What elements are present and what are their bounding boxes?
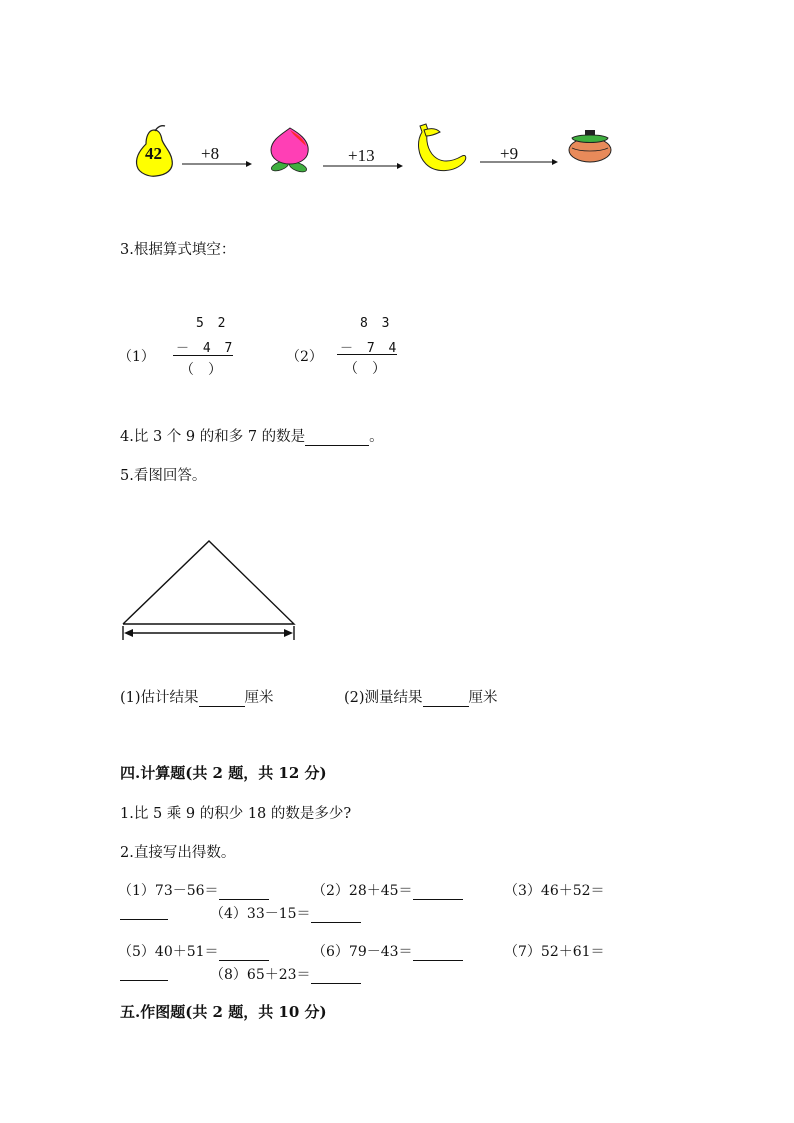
problem-2-blank[interactable] bbox=[413, 883, 463, 900]
q3-item1-top: 5 2 bbox=[196, 316, 229, 331]
q4-text: 4.比 3 个 9 的和多 7 的数是 bbox=[120, 429, 306, 445]
q3-item1-answer[interactable]: （ ） bbox=[180, 362, 222, 378]
problem-1: （1）73－56＝ bbox=[118, 880, 269, 900]
problem-4-blank[interactable] bbox=[311, 906, 361, 923]
peach-icon bbox=[266, 126, 314, 174]
section4-heading: 四.计算题(共 2 题，共 12 分) bbox=[120, 764, 327, 782]
q3-item1-bottom: － 4 7 bbox=[176, 341, 236, 356]
q5-a1-blank[interactable] bbox=[199, 690, 245, 707]
arrow-2 bbox=[323, 162, 405, 170]
q4-end: 。 bbox=[369, 429, 384, 445]
problem-5-blank[interactable] bbox=[219, 944, 269, 961]
problem-3: （3）46＋52＝ bbox=[504, 883, 605, 899]
q5-a2-blank[interactable] bbox=[423, 690, 469, 707]
step-1-label: +8 bbox=[201, 144, 220, 163]
problem-8: （8）65＋23＝ bbox=[210, 964, 361, 984]
problem-1-blank[interactable] bbox=[219, 883, 269, 900]
problem-6-blank[interactable] bbox=[413, 944, 463, 961]
step-2-label: +13 bbox=[348, 146, 375, 165]
start-number: 42 bbox=[145, 144, 162, 163]
q3-item2-top: 8 3 bbox=[360, 316, 393, 331]
section5-heading: 五.作图题(共 2 题，共 10 分) bbox=[120, 1003, 327, 1021]
arrow-1 bbox=[182, 160, 254, 168]
q5-answer-1 bbox=[120, 686, 274, 707]
q3-item2-bottom: － 7 4 bbox=[340, 341, 400, 356]
q5-a1-unit: 厘米 bbox=[244, 690, 274, 706]
problem-7-blank[interactable] bbox=[120, 964, 168, 981]
q3-item1-label: （1） bbox=[118, 349, 155, 365]
q3-item2-rule bbox=[337, 354, 397, 355]
q5-answer-2 bbox=[344, 686, 498, 707]
q3-item1-rule bbox=[173, 355, 233, 356]
q5-a1-label: (1)估计结果 bbox=[120, 690, 199, 706]
problem-7: （7）52＋61＝ bbox=[504, 944, 605, 960]
persimmon-icon bbox=[566, 128, 614, 164]
triangle-figure bbox=[118, 536, 300, 642]
q5-a2-label: (2)测量结果 bbox=[344, 690, 423, 706]
q3-item2-answer[interactable]: （ ） bbox=[344, 361, 386, 377]
arrow-3 bbox=[480, 158, 560, 166]
q4-line bbox=[120, 425, 384, 446]
banana-icon bbox=[412, 122, 468, 174]
q3-title: 3.根据算式填空： bbox=[120, 242, 236, 258]
step-3-label: +9 bbox=[500, 144, 519, 163]
problem-3-blank[interactable] bbox=[120, 903, 168, 920]
problem-8-blank[interactable] bbox=[311, 967, 361, 984]
q4-answer-blank[interactable] bbox=[305, 429, 369, 446]
problem-5: （5）40＋51＝ bbox=[118, 941, 269, 961]
q5-a2-unit: 厘米 bbox=[468, 690, 498, 706]
section4-q2: 2.直接写出得数。 bbox=[120, 845, 236, 861]
q5-title: 5.看图回答。 bbox=[120, 468, 207, 484]
section4-q1: 1.比 5 乘 9 的积少 18 的数是多少? bbox=[120, 806, 352, 822]
problem-2: （2）28＋45＝ bbox=[312, 880, 463, 900]
q3-item2-label: （2） bbox=[286, 349, 323, 365]
problem-6: （6）79－43＝ bbox=[312, 941, 463, 961]
problem-4: （4）33－15＝ bbox=[210, 903, 361, 923]
